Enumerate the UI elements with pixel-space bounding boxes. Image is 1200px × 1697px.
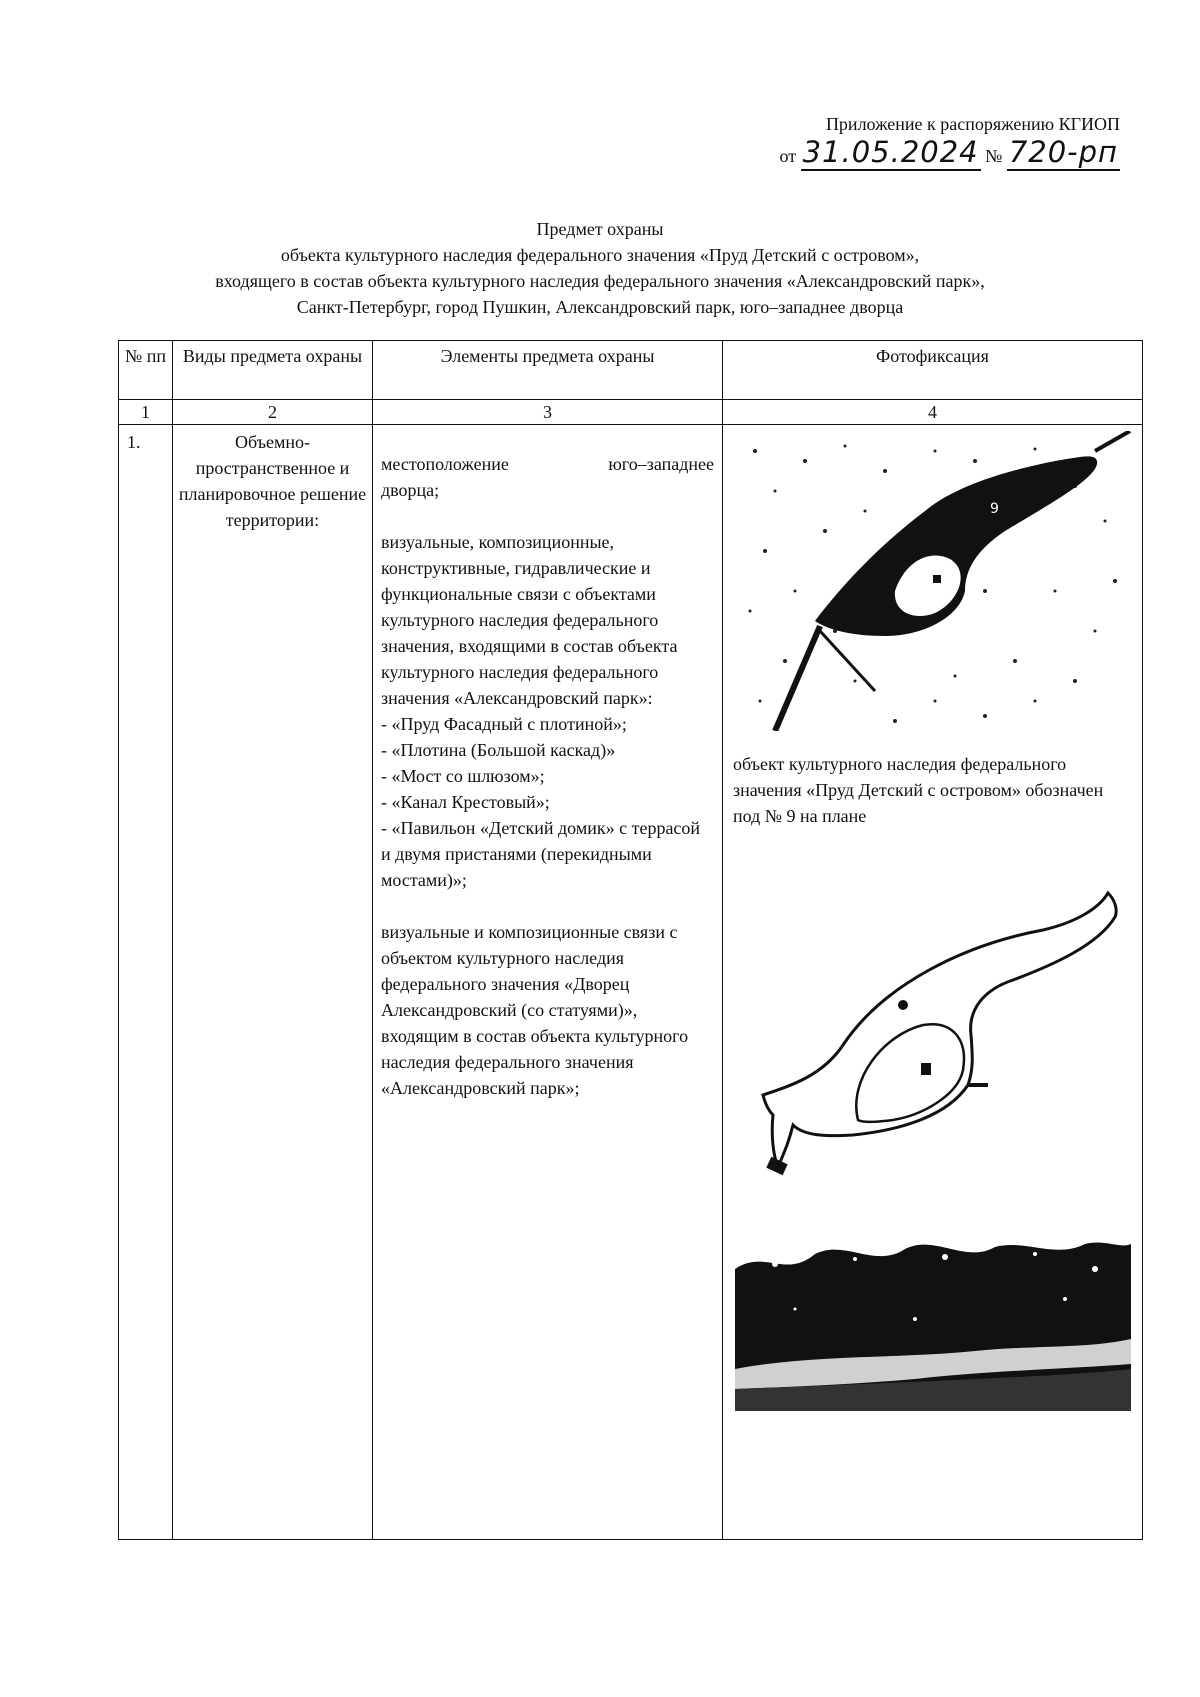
- protection-table: [118, 340, 1143, 1540]
- title-line-4: Санкт-Петербург, город Пушкин, Александровский парк, юго–западнее дворца: [296, 297, 904, 317]
- col-number-2: 2: [173, 400, 373, 425]
- date-prefix: от: [779, 146, 797, 166]
- links-intro: визуальные, композиционные, конструктивные, гидравлические и функциональные связи с объектами культурного наследия федерального значения, входящими в состав объекта культурного наследия федерального значения «Александровский парк»:: [381, 532, 678, 708]
- row-kind: Объемно-пространственное и планировочное решение территории:: [173, 425, 373, 1540]
- col-number-1: 1: [119, 400, 173, 425]
- photo-caption: объект культурного наследия федерального значения «Пруд Детский с островом» обозначен под № 9 на плане: [733, 754, 1104, 826]
- number-sign: №: [985, 146, 1003, 166]
- appendix-line: Приложение к распоряжению КГИОП: [825, 114, 1120, 134]
- location-right: юго–западнее: [608, 454, 714, 474]
- col-header-kind: Виды предмета охраны: [173, 341, 373, 400]
- title-line-3: входящего в состав объекта культурного наследия федерального значения «Александровский парк»,: [215, 271, 985, 291]
- col-number-4: 4: [723, 400, 1143, 425]
- document-title: [100, 216, 1100, 320]
- location-end: дворца;: [381, 480, 440, 500]
- title-line-2: объекта культурного наследия федерального значения «Пруд Детский с островом»,: [280, 245, 920, 265]
- col-header-elements: Элементы предмета охраны: [373, 341, 723, 400]
- pond-outline-plan: [743, 885, 1133, 1205]
- order-date: 31.05.2024: [802, 135, 979, 169]
- list-item: - «Мост со шлюзом»;: [381, 766, 545, 786]
- table-header-row: [119, 341, 1143, 400]
- row-number: 1.: [119, 425, 173, 1540]
- location-line: [381, 451, 714, 477]
- list-item: - «Канал Крестовый»;: [381, 792, 550, 812]
- site-plan-map: [735, 431, 1131, 731]
- column-number-row: [119, 400, 1143, 425]
- order-number: 720-рп: [1008, 135, 1118, 169]
- appendix-header: [779, 112, 1120, 168]
- col-number-3: 3: [373, 400, 723, 425]
- table-row: [119, 425, 1143, 1540]
- list-item: - «Плотина (Большой каскад)»: [381, 740, 616, 760]
- col-header-photo: Фотофиксация: [723, 341, 1143, 400]
- palace-links: визуальные и композиционные связи с объектом культурного наследия федерального значения «Дворец Александровский (со статуями)», входящим в состав объекта культурного наследия федерального значения «Александровский парк»;: [381, 922, 689, 1098]
- list-item: - «Пруд Фасадный с плотиной»;: [381, 714, 627, 734]
- col-header-number: № пп: [119, 341, 173, 400]
- location-left: местоположение: [381, 454, 509, 474]
- order-date-number: [779, 135, 1120, 169]
- list-item: - «Павильон «Детский домик» с террасой и двумя пристанями (перекидными мостами)»;: [381, 818, 701, 890]
- photo-fixation-cell: [723, 425, 1143, 1540]
- row-elements: [373, 425, 723, 1540]
- map-marker-label: 9: [990, 501, 999, 517]
- pond-photo: [735, 1239, 1131, 1411]
- title-line-1: Предмет охраны: [536, 219, 664, 239]
